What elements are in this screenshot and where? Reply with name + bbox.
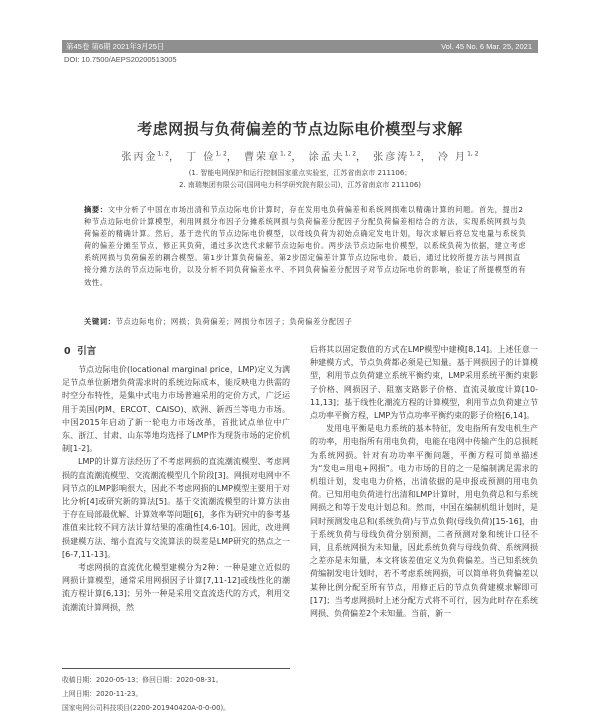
right-column [310,343,538,620]
footnote-line: 上网日期：2020-11-23。 [62,690,143,698]
author: 曹荣章$^{1, 2}$ [243,150,292,163]
paragraph: 节点边际电价(locational marginal price，LMP)定义为满足节点单位新增负荷需求时的系统边际成本，能反映电力供需的时空分布特性，是集中式电力市场普遍采用的定价方式，广泛运用于美国(PJM、ERCOT、CAISO)、欧洲、新西兰等电力市场。中国2015年启动了新一轮电力市场改革，首批试点单位中广东、浙江、甘肃、山东等地均选择了LMP作为现货市场的定价机制[1-2]。 [62,365,290,454]
keywords-label: 关键词： [84,317,116,326]
footnote-line: 收稿日期：2020-05-13；修回日期：2020-08-31。 [62,676,223,684]
abstract-text: 文中分析了中国在市场出清和节点边际电价计算时，存在发用电负荷偏差和系统网损难以精确计算的问题。首先，提出2种节点边际电价计算模型，利用网损分布因子分摊系统网损与负荷偏差分配因子分配负荷偏差相结合的方法，实现系统网损与负荷偏差的精确计算。然后，基于迭代的节点边际电价模型，以母线负荷为初始点确定发电计划，每次求解后将总发电量与系统负荷的偏差分摊至节点，修正其负荷，通过多次迭代求解节点边际电价。两步法节点边际电价模型，以系统负荷为依据，建立考虑系统网损与负荷偏差的耦合模型。第1步计算负荷偏差，第2步固定偏差计算节点边际电价。最后，通过比较所提方法与网损直接分摊方法的节点边际电价，以及分析不同负荷偏差水平、不同负荷偏差分配因子对节点边际电价的影响，验证了所提模型的有效性。 [84,205,527,287]
keywords-text: 节点边际电价；网损；负荷偏差；网损分布因子；负荷偏差分配因子 [115,317,353,326]
section-title: 引言 [77,346,97,357]
footnote [62,668,290,715]
section-number: 0 [64,346,71,357]
author: 张彦涛$^{1, 2}$ [373,150,421,163]
doi[interactable]: DOI: 10.7500/AEPS20200513005 [64,55,177,64]
abstract [84,204,528,289]
author-list: 张丙金$^{1, 2}$， 丁 俭$^{1, 2}$， 曹荣章$^{1, 2}$， 涂孟夫$^{1, 2}$， 张彦涛$^{1, 2}$， 冷 月$^{1, 2}$ [121,150,479,163]
footnote-line: 国家电网公司科技项目(2200-201940420A-0-0-00)。 [62,704,230,712]
affiliation-1: (1. 智能电网保护和运行控制国家重点实验室，江苏省南京市 211106； [188,169,412,177]
author: 丁 俭$^{1, 2}$ [186,150,227,163]
section-heading [64,343,96,357]
paragraph: 后将其以固定数值的方式在LMP模型中建模[8,14]。上述任意一种建模方式，节点负荷都必须是已知量。基于网损因子的计算模型，利用节点负荷建立系统平衡约束，LMP采用系统平衡约束影子价格、网损因子、阻塞支路影子价格、直流灵敏度计算[10-11,13]；基于线性化潮流方程的计算模型，利用节点负荷建立节点功率平衡方程，LMP为节点功率平衡约束的影子价格[6,14]。 [310,345,538,421]
paragraph: 发用电平衡是电力系统的基本特征，发电指所有发电机生产的功率，用电指所有用电负荷，电能在电网中传输产生的总损耗为系统网损。针对有功功率平衡问题，平衡方程可简单描述为“发电=用电+网损”。电力市场的目的之一是编制满足需求的机组计划，发电电力价格，出清依据的是申报或预测的用电负荷。已知用电负荷进行出清和LMP计算时，用电负荷总和与系统网损之和等于发电计划总和。然而，中国在编制机组计划时，是同时预测发电总和(系统负荷)与节点负荷(母线负荷)[15-16]，由于系统负荷与母线负荷分别预测，二者预测对象和统计口径不同，且系统网损为未知量，因此系统负荷与母线负荷、系统网损之差亦是未知量，本文将该差值定义为负荷偏差。当已知系统负荷编制发电计划时，若不考虑系统网损，可以简单将负荷偏差以某种比例分配至所有节点，用修正后的节点负荷建模求解即可[17]；当考虑网损时上述分配方式将不可行，因为此时存在系统网损、负荷偏差2个未知量。当前，新一 [310,424,538,619]
left-column [62,363,290,614]
paper-title: 考虑网损与负荷偏差的节点边际电价模型与求解 [137,120,463,138]
author: 张丙金$^{1, 2}$ [121,150,169,163]
journal-header-bar [62,40,538,53]
author: 涂孟夫$^{1, 2}$ [308,150,357,163]
issue-info: 第45卷 第6期 2021年3月25日 [66,42,165,51]
author: 冷 月$^{1, 2}$ [437,150,479,163]
affiliation-2: 2. 南瑞集团有限公司(国网电力科学研究院有限公司)，江苏省南京市 211106) [178,181,422,189]
paragraph: LMP的计算方法经历了不考虑网损的直流潮流模型、考虑网损的直流潮流模型、交流潮流模型几个阶段[3]。网损对电网中不同节点的LMP影响很大，因此不考虑网损的LMP模型主要用于对比分析[4]或研究新的算法[5]。基于交流潮流模型的计算方法由于存在局部最优解、计算效率等问题[6]，多作为研究中的参考基准值来比较不同方法计算结果的准确性[4,6-10]。因此，改进网损建模方法、缩小直流与交流算法的误差是LMP研究的热点之一[6-7,11-13]。 [62,457,290,559]
abstract-label: 摘要： [84,205,108,214]
volume-info: Vol. 45 No. 6 Mar. 25, 2021 [441,42,532,51]
paragraph: 考虑网损的直流优化模型建模分为2种：一种是建立近似的网损计算模型，通常采用网损因子计算[7,11-12]或线性化的潮流方程计算[6,13]；另外一种是采用交直流迭代的方式，利用交流潮流计算网损，然 [62,563,290,612]
keywords [84,317,528,327]
